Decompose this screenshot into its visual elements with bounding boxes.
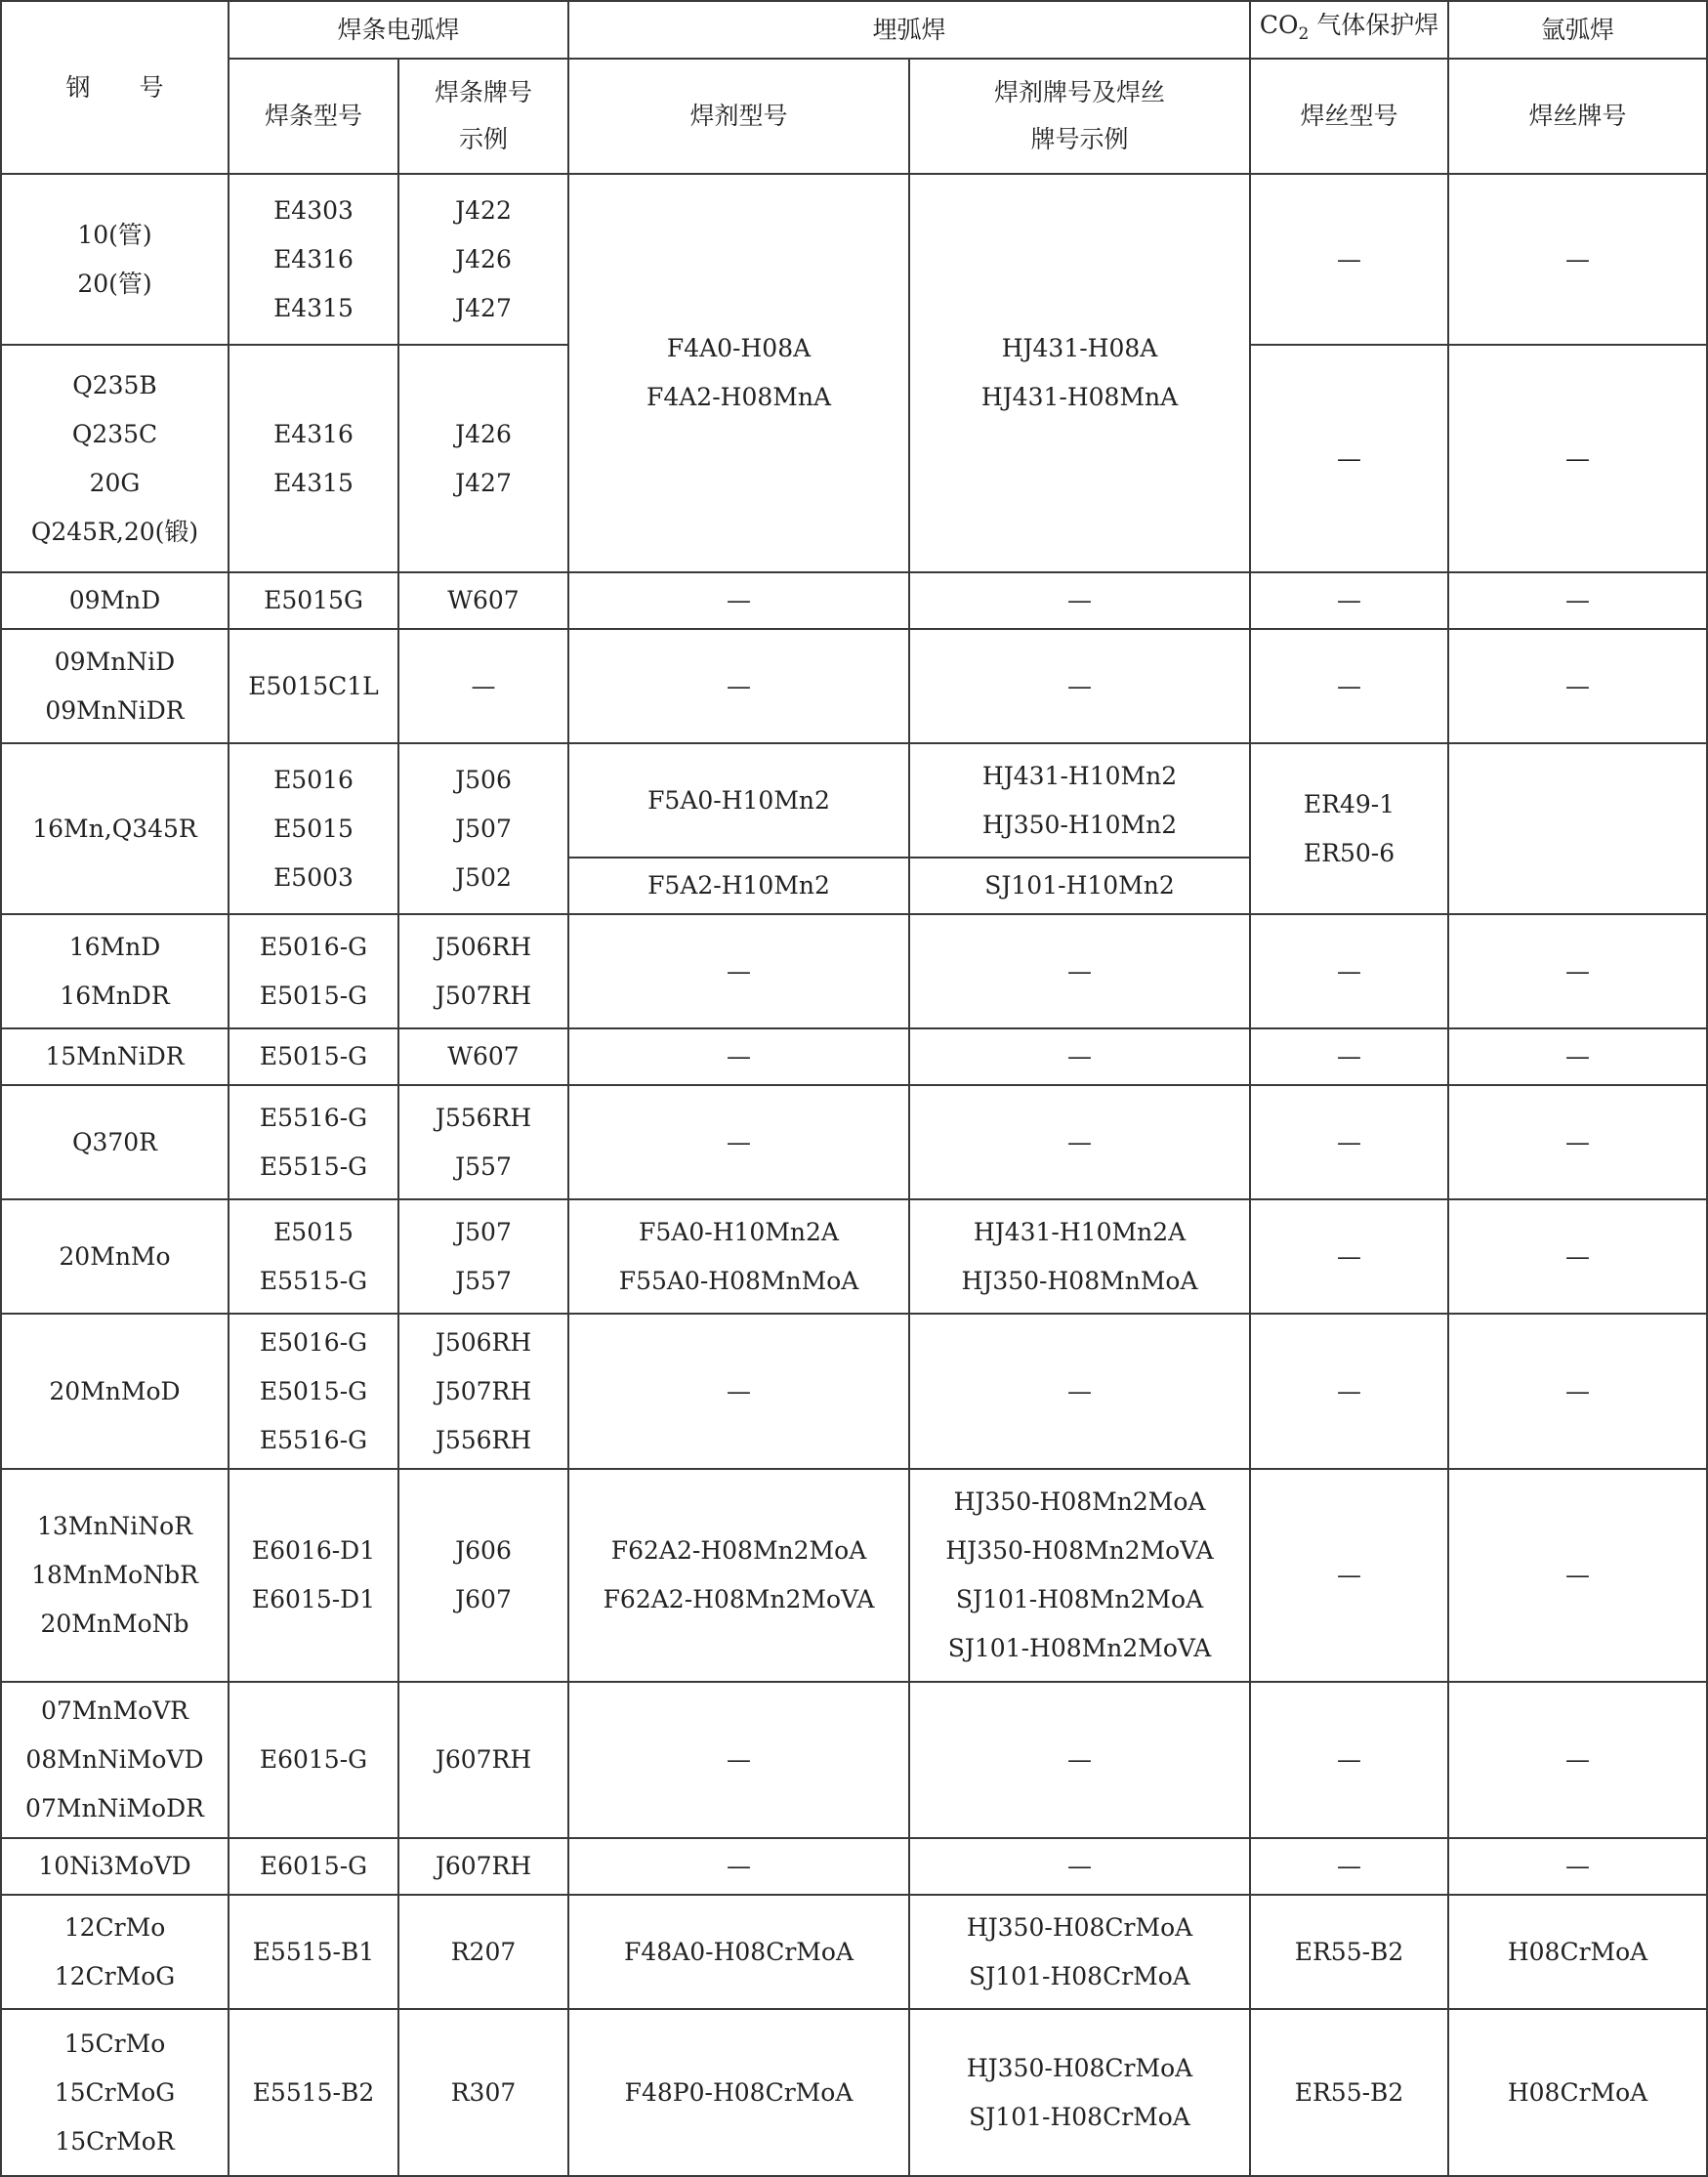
- cell-line: E5015C1L: [248, 671, 379, 700]
- cell-line: ER50-6: [1303, 838, 1396, 867]
- electrode-brand-cell: [398, 1085, 568, 1199]
- cell-line: 20G: [89, 468, 141, 497]
- cell-line: F55A0-H08MnMoA: [618, 1266, 859, 1295]
- cell-line: —: [1337, 956, 1362, 985]
- cell-line: 09MnNiD: [54, 647, 176, 676]
- electrode-brand-cell: [398, 345, 568, 572]
- cell-line: SJ101-H08Mn2MoVA: [947, 1634, 1212, 1662]
- cell-line: Q235B: [72, 370, 157, 399]
- cell-line: E5516-G: [259, 1103, 368, 1132]
- cell-line: F48A0-H08CrMoA: [624, 1937, 854, 1966]
- header-smaw: 焊条电弧焊: [229, 1, 568, 59]
- cell-line: E5015-G: [259, 981, 368, 1010]
- table-row: [1, 1895, 1707, 2009]
- cell-line: 12CrMoG: [54, 1961, 176, 1990]
- cell-line: J607RH: [435, 1852, 532, 1880]
- cell-line: J502: [455, 862, 512, 892]
- electrode-model-cell: [229, 743, 398, 914]
- cell-line: —: [1565, 1127, 1591, 1156]
- electrode-model-cell: [229, 1682, 398, 1838]
- cell-line: F5A0-H10Mn2: [647, 785, 830, 815]
- cell-line: 07MnNiMoDR: [25, 1794, 204, 1822]
- electrode-model-cell: [229, 914, 398, 1028]
- cell-line: —: [1067, 1042, 1093, 1070]
- cell-line: E5515-G: [259, 1151, 368, 1181]
- cell-line: —: [1067, 1376, 1093, 1405]
- cell-line: E5016: [273, 765, 354, 794]
- steel-no-cell: [1, 345, 229, 572]
- co2-wire-model-cell: [1250, 1314, 1448, 1469]
- cell-line: SJ101-H10Mn2: [984, 871, 1175, 900]
- electrode-model-cell: [229, 1469, 398, 1682]
- cell-line: 15CrMoG: [54, 2077, 176, 2107]
- electrode-model-cell: [229, 1199, 398, 1314]
- cell-line: 焊剂牌号及焊丝: [994, 78, 1166, 106]
- tig-wire-brand-cell: [1448, 2009, 1707, 2176]
- flux-wire-brand-cell: [909, 1469, 1250, 1682]
- electrode-model-cell: [229, 1314, 398, 1469]
- header-electrode-model: 焊条型号: [229, 59, 398, 174]
- cell-line: H08CrMoA: [1507, 2077, 1648, 2107]
- co2-wire-model-cell: [1250, 345, 1448, 572]
- steel-no-cell: [1, 1469, 229, 1682]
- cell-line: J427: [455, 468, 512, 497]
- cell-line: E5003: [273, 862, 354, 892]
- co2-wire-model-cell: [1250, 743, 1448, 914]
- cell-line: ER55-B2: [1294, 1937, 1404, 1966]
- co2-wire-model-cell: [1250, 174, 1448, 345]
- cell-line: J507: [455, 814, 512, 843]
- co2-wire-model-cell: [1250, 2009, 1448, 2176]
- cell-line: J506RH: [435, 1327, 532, 1357]
- cell-line: —: [1337, 1042, 1362, 1070]
- flux-wire-brand-cell: [909, 914, 1250, 1028]
- cell-line: E4315: [273, 293, 354, 322]
- cell-line: H08CrMoA: [1507, 1937, 1648, 1966]
- cell-line: J422: [455, 195, 512, 225]
- cell-line: —: [727, 1745, 752, 1774]
- cell-line: —: [1337, 1241, 1362, 1271]
- co2-wire-model-cell: [1250, 1895, 1448, 2009]
- cell-line: J556RH: [435, 1103, 532, 1132]
- flux-model-cell: [568, 1895, 909, 2009]
- electrode-brand-cell: [398, 1838, 568, 1895]
- header-tig: 氩弧焊: [1448, 1, 1707, 59]
- cell-line: F48P0-H08CrMoA: [624, 2077, 854, 2107]
- cell-line: 15MnNiDR: [45, 1042, 185, 1070]
- electrode-brand-cell: [398, 1314, 568, 1469]
- table-row: [1, 2009, 1707, 2176]
- cell-line: 13MnNiNoR: [36, 1512, 193, 1540]
- cell-line: —: [1067, 1745, 1093, 1774]
- cell-line: —: [1337, 244, 1362, 273]
- header-steel-no: 钢 号: [1, 1, 229, 174]
- flux-wire-brand-cell: [909, 743, 1250, 858]
- cell-line: —: [1565, 586, 1591, 614]
- cell-line: J506RH: [435, 932, 532, 961]
- cell-line: HJ431-H10Mn2A: [973, 1217, 1187, 1246]
- steel-no-cell: [1, 1028, 229, 1085]
- electrode-model-cell: [229, 174, 398, 345]
- co2-wire-model-cell: [1250, 1469, 1448, 1682]
- cell-line: F4A0-H08A: [666, 334, 812, 362]
- header-tig-wire-brand: 焊丝牌号: [1448, 59, 1707, 174]
- flux-model-cell: [568, 1028, 909, 1085]
- electrode-brand-cell: [398, 1028, 568, 1085]
- cell-line: 12CrMo: [63, 1912, 166, 1942]
- steel-no-cell: [1, 629, 229, 743]
- table-row: [1, 743, 1707, 858]
- flux-wire-brand-cell: [909, 1314, 1250, 1469]
- cell-line: —: [727, 956, 752, 985]
- steel-no-cell: [1, 743, 229, 914]
- cell-line: —: [1337, 586, 1362, 614]
- cell-line: 20(管): [77, 269, 152, 298]
- steel-no-cell: [1, 914, 229, 1028]
- electrode-brand-cell: [398, 743, 568, 914]
- tig-wire-brand-cell: [1448, 914, 1707, 1028]
- cell-line: J427: [455, 293, 512, 322]
- table-row: [1, 1314, 1707, 1469]
- flux-model-cell: [568, 1085, 909, 1199]
- electrode-brand-cell: [398, 2009, 568, 2176]
- cell-line: 20MnMo: [59, 1241, 171, 1271]
- cell-line: —: [1067, 956, 1093, 985]
- tig-wire-brand-cell: [1448, 1682, 1707, 1838]
- cell-line: J507RH: [435, 1376, 532, 1405]
- cell-line: —: [727, 1127, 752, 1156]
- cell-line: 09MnD: [68, 586, 161, 614]
- cell-line: 15CrMoR: [55, 2126, 175, 2156]
- electrode-model-cell: [229, 1028, 398, 1085]
- electrode-model-cell: [229, 345, 398, 572]
- cell-line: 示例: [459, 125, 509, 153]
- co2-wire-model-cell: [1250, 572, 1448, 629]
- cell-line: —: [471, 671, 496, 700]
- flux-wire-brand-cell: [909, 1895, 1250, 2009]
- tig-wire-brand-cell: [1448, 572, 1707, 629]
- cell-line: E6015-D1: [251, 1585, 376, 1613]
- cell-line: 16MnDR: [60, 981, 170, 1010]
- cell-line: E4316: [273, 419, 354, 448]
- cell-line: —: [1565, 1852, 1591, 1880]
- flux-wire-brand-cell: [909, 1838, 1250, 1895]
- cell-line: —: [1337, 671, 1362, 700]
- flux-wire-brand-cell: [909, 1199, 1250, 1314]
- flux-model-cell: [568, 1469, 909, 1682]
- flux-wire-brand-cell: [909, 174, 1250, 572]
- tig-wire-brand-cell: [1448, 1199, 1707, 1314]
- cell-line: 09MnNiDR: [45, 695, 185, 725]
- cell-line: HJ350-H08CrMoA: [966, 1912, 1193, 1942]
- steel-no-cell: [1, 1895, 229, 2009]
- electrode-brand-cell: [398, 572, 568, 629]
- steel-no-cell: [1, 174, 229, 345]
- cell-line: HJ350-H08Mn2MoVA: [945, 1536, 1214, 1565]
- cell-line: E5015-G: [259, 1042, 368, 1070]
- cell-line: —: [727, 586, 752, 614]
- cell-line: 08MnNiMoVD: [25, 1745, 204, 1774]
- steel-no-cell: [1, 1838, 229, 1895]
- co2-wire-model-cell: [1250, 914, 1448, 1028]
- cell-line: 20MnMoD: [49, 1376, 181, 1405]
- cell-line: J506: [455, 765, 512, 794]
- steel-no-cell: [1, 572, 229, 629]
- flux-model-cell: [568, 1314, 909, 1469]
- cell-line: HJ431-H08MnA: [980, 383, 1179, 411]
- cell-line: E5015G: [264, 586, 363, 614]
- cell-line: 10(管): [77, 220, 152, 249]
- table-row: [1, 1682, 1707, 1838]
- header-flux-model: 焊剂型号: [568, 59, 909, 174]
- tig-wire-brand-cell: [1448, 1028, 1707, 1085]
- cell-line: —: [727, 671, 752, 700]
- electrode-brand-cell: [398, 174, 568, 345]
- cell-line: 焊条牌号: [435, 78, 533, 106]
- co2-wire-model-cell: [1250, 1838, 1448, 1895]
- table-header: [1, 1, 1707, 174]
- flux-model-cell: [568, 572, 909, 629]
- flux-model-cell: [568, 1838, 909, 1895]
- electrode-brand-cell: [398, 629, 568, 743]
- electrode-model-cell: [229, 2009, 398, 2176]
- cell-line: —: [1337, 1376, 1362, 1405]
- flux-model-cell: [568, 914, 909, 1028]
- cell-line: —: [1337, 1852, 1362, 1880]
- cell-line: J507RH: [435, 981, 532, 1010]
- table-row: [1, 572, 1707, 629]
- cell-line: HJ350-H08MnMoA: [961, 1266, 1198, 1295]
- cell-line: —: [727, 1852, 752, 1880]
- cell-line: —: [1565, 1745, 1591, 1774]
- flux-model-cell: [568, 1199, 909, 1314]
- flux-model-cell: [568, 858, 909, 914]
- cell-line: F5A0-H10Mn2A: [639, 1217, 839, 1246]
- cell-line: E6015-G: [259, 1745, 368, 1774]
- cell-line: Q245R,20(锻): [30, 517, 199, 546]
- electrode-model-cell: [229, 1838, 398, 1895]
- tig-wire-brand-cell: [1448, 1085, 1707, 1199]
- cell-line: E6016-D1: [251, 1536, 376, 1565]
- cell-line: E5516-G: [259, 1425, 368, 1454]
- cell-line: HJ431-H10Mn2: [981, 761, 1178, 790]
- cell-line: J507: [455, 1217, 512, 1246]
- tig-wire-brand-cell: [1448, 629, 1707, 743]
- cell-line: J557: [455, 1151, 512, 1181]
- cell-line: ER55-B2: [1294, 2077, 1404, 2107]
- cell-line: J426: [455, 419, 512, 448]
- cell-line: —: [1067, 671, 1093, 700]
- cell-line: F62A2-H08Mn2MoVA: [603, 1585, 875, 1613]
- cell-line: J606: [455, 1536, 512, 1565]
- cell-line: F4A2-H08MnA: [646, 383, 832, 411]
- tig-wire-brand-cell: [1448, 743, 1707, 914]
- cell-line: J557: [455, 1266, 512, 1295]
- cell-line: SJ101-H08Mn2MoA: [955, 1585, 1204, 1613]
- co2-wire-model-cell: [1250, 1682, 1448, 1838]
- electrode-model-cell: [229, 629, 398, 743]
- cell-line: R307: [450, 2077, 517, 2107]
- table-row: [1, 1085, 1707, 1199]
- cell-line: —: [1565, 1561, 1591, 1589]
- cell-line: W607: [447, 586, 520, 614]
- cell-line: 20MnMoNb: [40, 1610, 189, 1638]
- co2-wire-model-cell: [1250, 1085, 1448, 1199]
- cell-line: HJ350-H08Mn2MoA: [953, 1487, 1206, 1516]
- electrode-brand-cell: [398, 1469, 568, 1682]
- electrode-brand-cell: [398, 914, 568, 1028]
- co2-wire-model-cell: [1250, 1028, 1448, 1085]
- cell-line: —: [1565, 443, 1591, 473]
- tig-wire-brand-cell: [1448, 1469, 1707, 1682]
- cell-line: J556RH: [435, 1425, 532, 1454]
- cell-line: —: [1565, 244, 1591, 273]
- header-co2-wire-model: 焊丝型号: [1250, 59, 1448, 174]
- cell-line: 16Mn,Q345R: [32, 814, 197, 843]
- flux-wire-brand-cell: [909, 1028, 1250, 1085]
- cell-line: —: [1565, 956, 1591, 985]
- cell-line: J426: [455, 244, 512, 273]
- cell-line: F5A2-H10Mn2: [647, 871, 830, 900]
- header-electrode-brand: [398, 59, 568, 174]
- electrode-model-cell: [229, 1895, 398, 2009]
- co2-wire-model-cell: [1250, 1199, 1448, 1314]
- electrode-model-cell: [229, 1085, 398, 1199]
- steel-no-cell: [1, 1682, 229, 1838]
- cell-line: 07MnMoVR: [40, 1696, 189, 1725]
- cell-line: E6015-G: [259, 1852, 368, 1880]
- cell-line: E4303: [273, 195, 354, 225]
- cell-line: —: [1337, 1561, 1362, 1589]
- header-saw: 埋弧焊: [568, 1, 1250, 59]
- cell-line: ER49-1: [1303, 789, 1396, 818]
- electrode-model-cell: [229, 572, 398, 629]
- cell-line: E5515-G: [259, 1266, 368, 1295]
- flux-wire-brand-cell: [909, 2009, 1250, 2176]
- flux-wire-brand-cell: [909, 1682, 1250, 1838]
- flux-model-cell: [568, 1682, 909, 1838]
- steel-no-cell: [1, 1314, 229, 1469]
- table-row: [1, 1838, 1707, 1895]
- flux-model-cell: [568, 174, 909, 572]
- flux-wire-brand-cell: [909, 1085, 1250, 1199]
- cell-line: —: [727, 1042, 752, 1070]
- cell-line: —: [1067, 1127, 1093, 1156]
- flux-model-cell: [568, 629, 909, 743]
- cell-line: E5016-G: [259, 1327, 368, 1357]
- table-row: [1, 1199, 1707, 1314]
- cell-line: —: [727, 1376, 752, 1405]
- cell-line: —: [1337, 1127, 1362, 1156]
- cell-line: —: [1565, 1376, 1591, 1405]
- table-row: [1, 1028, 1707, 1085]
- electrode-brand-cell: [398, 1895, 568, 2009]
- cell-line: HJ350-H10Mn2: [981, 810, 1178, 839]
- table-row: [1, 174, 1707, 345]
- cell-line: HJ350-H08CrMoA: [966, 2053, 1193, 2082]
- tig-wire-brand-cell: [1448, 1314, 1707, 1469]
- header-flux-wire-brand: [909, 59, 1250, 174]
- steel-no-cell: [1, 1085, 229, 1199]
- tig-wire-brand-cell: [1448, 174, 1707, 345]
- tig-wire-brand-cell: [1448, 1895, 1707, 2009]
- cell-line: SJ101-H08CrMoA: [969, 1961, 1190, 1990]
- cell-line: R207: [450, 1937, 517, 1966]
- flux-wire-brand-cell: [909, 858, 1250, 914]
- table-row: [1, 914, 1707, 1028]
- co2-wire-model-cell: [1250, 629, 1448, 743]
- electrode-brand-cell: [398, 1682, 568, 1838]
- cell-line: E5515-B2: [252, 2077, 375, 2107]
- cell-line: E5515-B1: [252, 1937, 375, 1966]
- cell-line: W607: [447, 1042, 520, 1070]
- table-body: [1, 174, 1707, 2176]
- cell-line: —: [1337, 443, 1362, 473]
- cell-line: 牌号示例: [1030, 125, 1129, 153]
- cell-line: 15CrMo: [63, 2029, 166, 2058]
- cell-line: 16MnD: [68, 932, 161, 961]
- cell-line: J607: [455, 1585, 512, 1613]
- steel-no-cell: [1, 1199, 229, 1314]
- cell-line: Q370R: [71, 1127, 158, 1156]
- flux-wire-brand-cell: [909, 572, 1250, 629]
- flux-wire-brand-cell: [909, 629, 1250, 743]
- tig-wire-brand-cell: [1448, 1838, 1707, 1895]
- cell-line: 18MnMoNbR: [31, 1561, 198, 1589]
- cell-line: —: [1067, 586, 1093, 614]
- cell-line: E5016-G: [259, 932, 368, 961]
- flux-model-cell: [568, 743, 909, 858]
- flux-model-cell: [568, 2009, 909, 2176]
- cell-line: J607RH: [435, 1745, 532, 1774]
- cell-line: SJ101-H08CrMoA: [969, 2102, 1190, 2131]
- cell-line: —: [1565, 671, 1591, 700]
- header-co2: $CO_2$ 气体保护焊: [1250, 1, 1448, 59]
- cell-line: F62A2-H08Mn2MoA: [610, 1536, 867, 1565]
- cell-line: —: [1565, 1042, 1591, 1070]
- cell-line: E5015-G: [259, 1376, 368, 1405]
- electrode-brand-cell: [398, 1199, 568, 1314]
- table-row: [1, 1469, 1707, 1682]
- cell-line: —: [1337, 1745, 1362, 1774]
- cell-line: —: [1565, 1241, 1591, 1271]
- cell-line: —: [1067, 1852, 1093, 1880]
- cell-line: E5015: [273, 814, 354, 843]
- cell-line: Q235C: [71, 419, 158, 448]
- table-row: [1, 629, 1707, 743]
- cell-line: E4316: [273, 244, 354, 273]
- steel-no-cell: [1, 2009, 229, 2176]
- cell-line: 10Ni3MoVD: [38, 1852, 191, 1880]
- cell-line: E4315: [273, 468, 354, 497]
- cell-line: HJ431-H08A: [1001, 334, 1158, 362]
- cell-line: E5015: [273, 1217, 354, 1246]
- tig-wire-brand-cell: [1448, 345, 1707, 572]
